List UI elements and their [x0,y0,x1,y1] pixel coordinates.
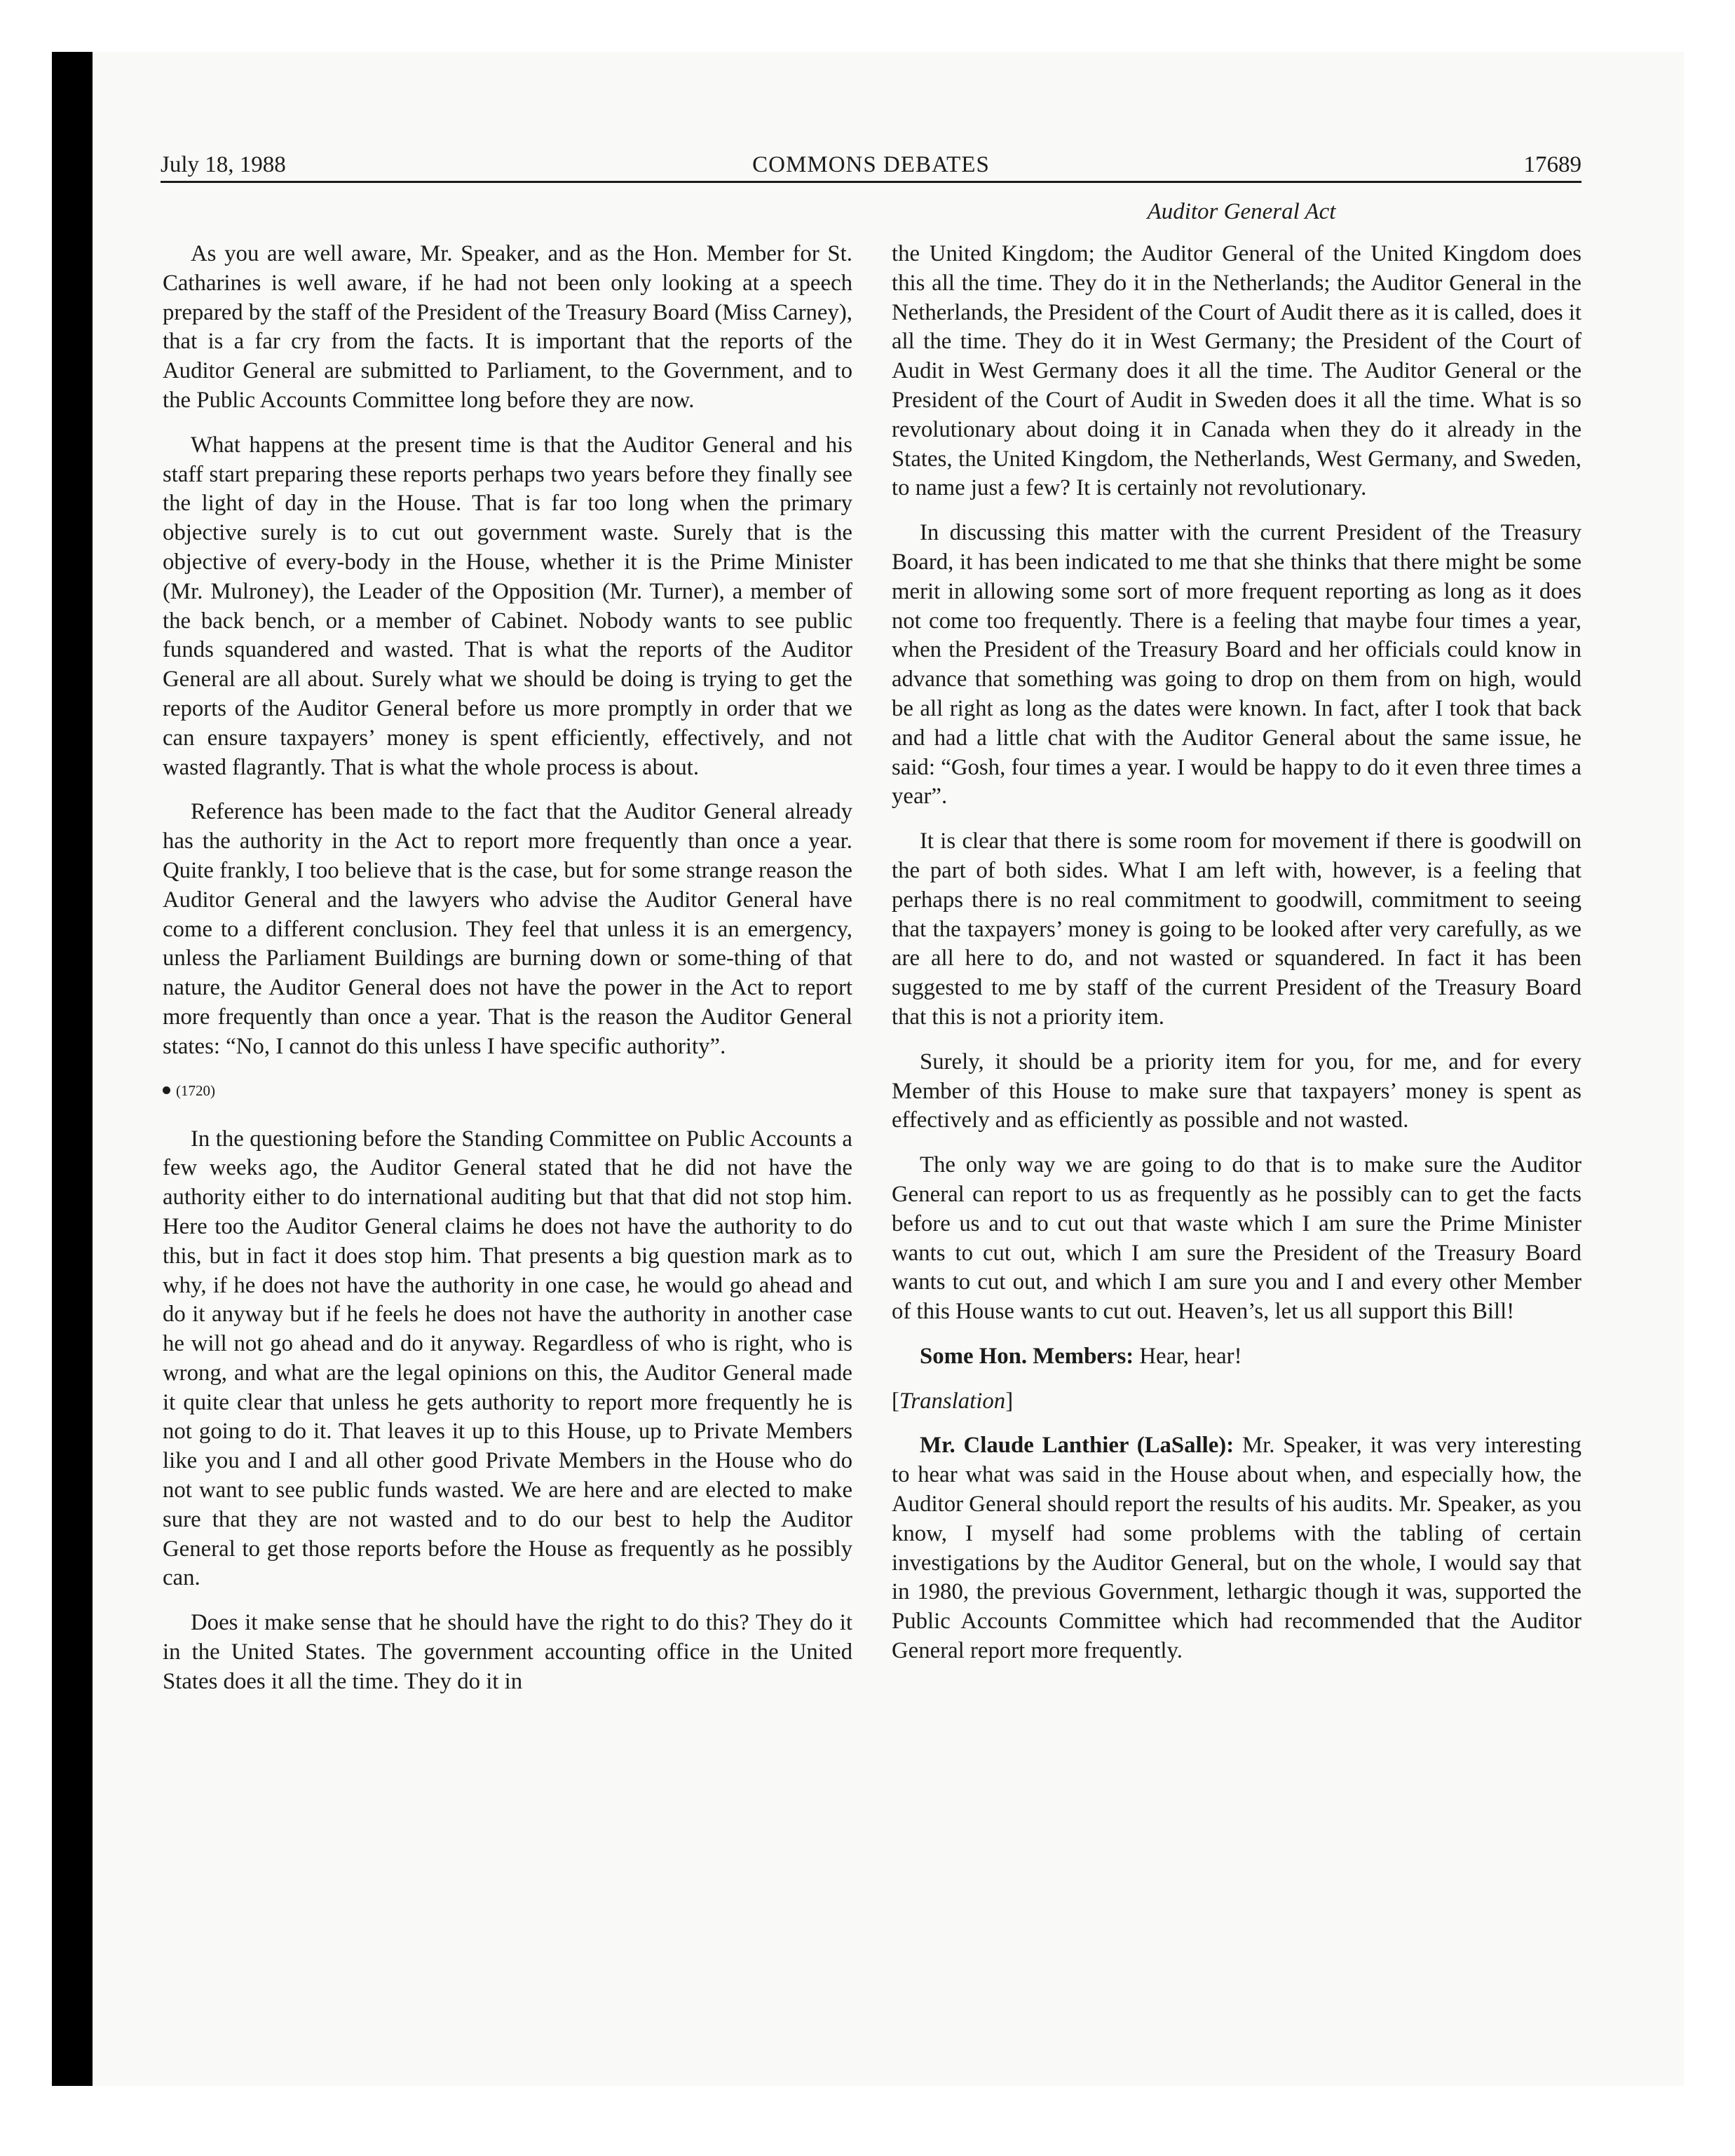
translation-label: Translation [899,1388,1006,1414]
time-marker [163,1080,852,1101]
paragraph: The only way we are going to do that is to make sure the Auditor General can report to us as frequently as he possibly can to get the facts before us and to cut out that waste which I am sure the Prime Minister wants to cut out, which I am sure the President of the Treasury Board wants to cut out, and which I am sure you and I and every other Member of this House wants to cut out. Heaven’s, let us all support this Bill! [892,1152,1581,1325]
header-title: COMMONS DEBATES [752,152,990,177]
interjection [892,1342,1581,1372]
interjection-text: Hear, hear! [1134,1343,1242,1369]
paragraph: In discussing this matter with the current President of the Treasury Board, it has been indicated to me that she thinks that there might be some merit in allowing some sort of more frequent reporting as long as it does not come too frequently. There is a feeling that maybe four times a year, when the President of the Treasury Board and her officials could know in advance that something was going to drop on them from on high, would be all right as long as the dates were known. In fact, after I took that back and had a little chat with the Auditor General about the same issue, he said: “Gosh, four times a year. I would be happy to do it even three times a year”. [892,520,1581,810]
bracket-close: ] [1005,1388,1014,1414]
paragraph: As you are well aware, Mr. Speaker, and as the Hon. Member for St. Catharines is well aware, if he had not been only looking at a speech prepared by the staff of the President of the Treasury Board (Miss Carney), that is a far cry from the facts. It is important that the reports of the Auditor General are submitted to Parliament, to the Government, and to the Public Accounts Committee long before they are now. [163,241,852,413]
translation-note [892,1387,1581,1417]
paragraph: It is clear that there is some room for movement if there is goodwill on the part of both sides. What I am left with, however, is a feeling that perhaps there is no real commitment to goodwill, commitment to seeing that the taxpayers’ money is going to be looked after very carefully, as we are all here to do, and not wasted or squandered. In fact it has been suggested to me by staff of the current President of the Treasury Board that this is not a priority item. [892,828,1581,1030]
bracket-open: [ [892,1388,899,1414]
left-column [163,240,852,1712]
paragraph: Reference has been made to the fact that the Auditor General already has the authority in the Act to report more frequently than once a year. Quite frankly, I too believe that is the case, but for some strange reason the Auditor General and the lawyers who advise the Auditor General have come to a different conclusion. They feel that unless it is an emergency, unless the Parliament Buildings are burning down or some-thing of that nature, the Auditor General does not have the power in the Act to report more frequently than once a year. That is the reason the Auditor General states: “No, I cannot do this unless I have specific authority”. [163,799,852,1059]
paragraph: In the questioning before the Standing Committee on Public Accounts a few weeks ago, the Auditor General stated that he did not have the authority either to do international auditing but that that did not stop him. Here too the Auditor General claims he does not have the authority to do this, but in fact it does stop him. That presents a big question mark as to why, if he does not have the authority in one case, he would go ahead and do it anyway but if he feels he does not have the authority in another case he will not go ahead and do it anyway. Regardless of who is right, who is wrong, and what are the legal opinions on this, the Auditor General made it quite clear that unless he gets authority to report more frequently he is not going to do it. That leaves it up to this House, up to Private Members like you and I and all other good Private Members in the House who do not want to see public funds wasted. We are here and are elected to make sure that they are not wasted and to do our best to help the Auditor General to get those reports before the House as frequently as he possibly can. [163,1126,852,1591]
section-heading: Auditor General Act [1147,199,1336,224]
paragraph: Does it make sense that he should have the right to do this? They do it in the United States. The government accounting office in the United States does it all the time. They do it in [163,1610,852,1694]
speech-text: Mr. Speaker, it was very interesting to hear what was said in the House about when, and especially how, the Auditor General should report the results of his audits. Mr. Speaker, as you know, I myself had some problems with the tabling of certain investigations by the Auditor General, but on the whole, I would say that in 1980, the previous Government, lethargic though it was, supported the Public Accounts Committee which had recommended that the Auditor General report more frequently. [892,1433,1581,1664]
header-date: July 18, 1988 [161,152,286,177]
paragraph: Surely, it should be a priority item for you, for me, and for every Member of this House to make sure that taxpayers’ money is spent as effectively and as efficiently as possible and not wasted. [892,1049,1581,1133]
paragraph: What happens at the present time is that the Auditor General and his staff start preparing these reports perhaps two years before they finally see the light of day in the House. That is far too long when the primary objective surely is to cut out government waste. Surely that is the objective of every-body in the House, whether it is the Prime Minister (Mr. Mulroney), the Leader of the Opposition (Mr. Turner), a member of the back bench, or a member of Cabinet. Nobody wants to see public funds squandered and wasted. That is what the reports of the Auditor General are all about. Surely what we should be doing is trying to get the reports of the Auditor General before us more promptly in order that we can ensure taxpayers’ money is spent efficiently, effectively, and not wasted flagrantly. That is what the whole process is about. [163,432,852,780]
speaker-name: Some Hon. Members: [920,1343,1134,1369]
right-column [892,240,1581,1681]
speech [892,1431,1581,1665]
bullet-icon [163,1086,170,1094]
scan-edge-bar [52,52,93,2086]
paragraph: the United Kingdom; the Auditor General of the United Kingdom does this all the time. They do it in the Netherlands; the Auditor General in the Netherlands, the President of the Court of Audit there as it is called, does it all the time. They do it in West Germany; the President of the Court of Audit in West Germany does it all the time. The Auditor General or the President of the Court of Audit in Sweden does it all the time. What is so revolutionary about doing it in Canada when they do it already in the States, the United Kingdom, the Netherlands, West Germany, and Sweden, to name just a few? It is certainly not revolutionary. [892,241,1581,501]
speaker-name: Mr. Claude Lanthier (LaSalle): [920,1433,1234,1459]
time-marker-label: (1720) [176,1082,215,1099]
page-header [161,140,1581,183]
page-number: 17689 [1523,152,1581,177]
